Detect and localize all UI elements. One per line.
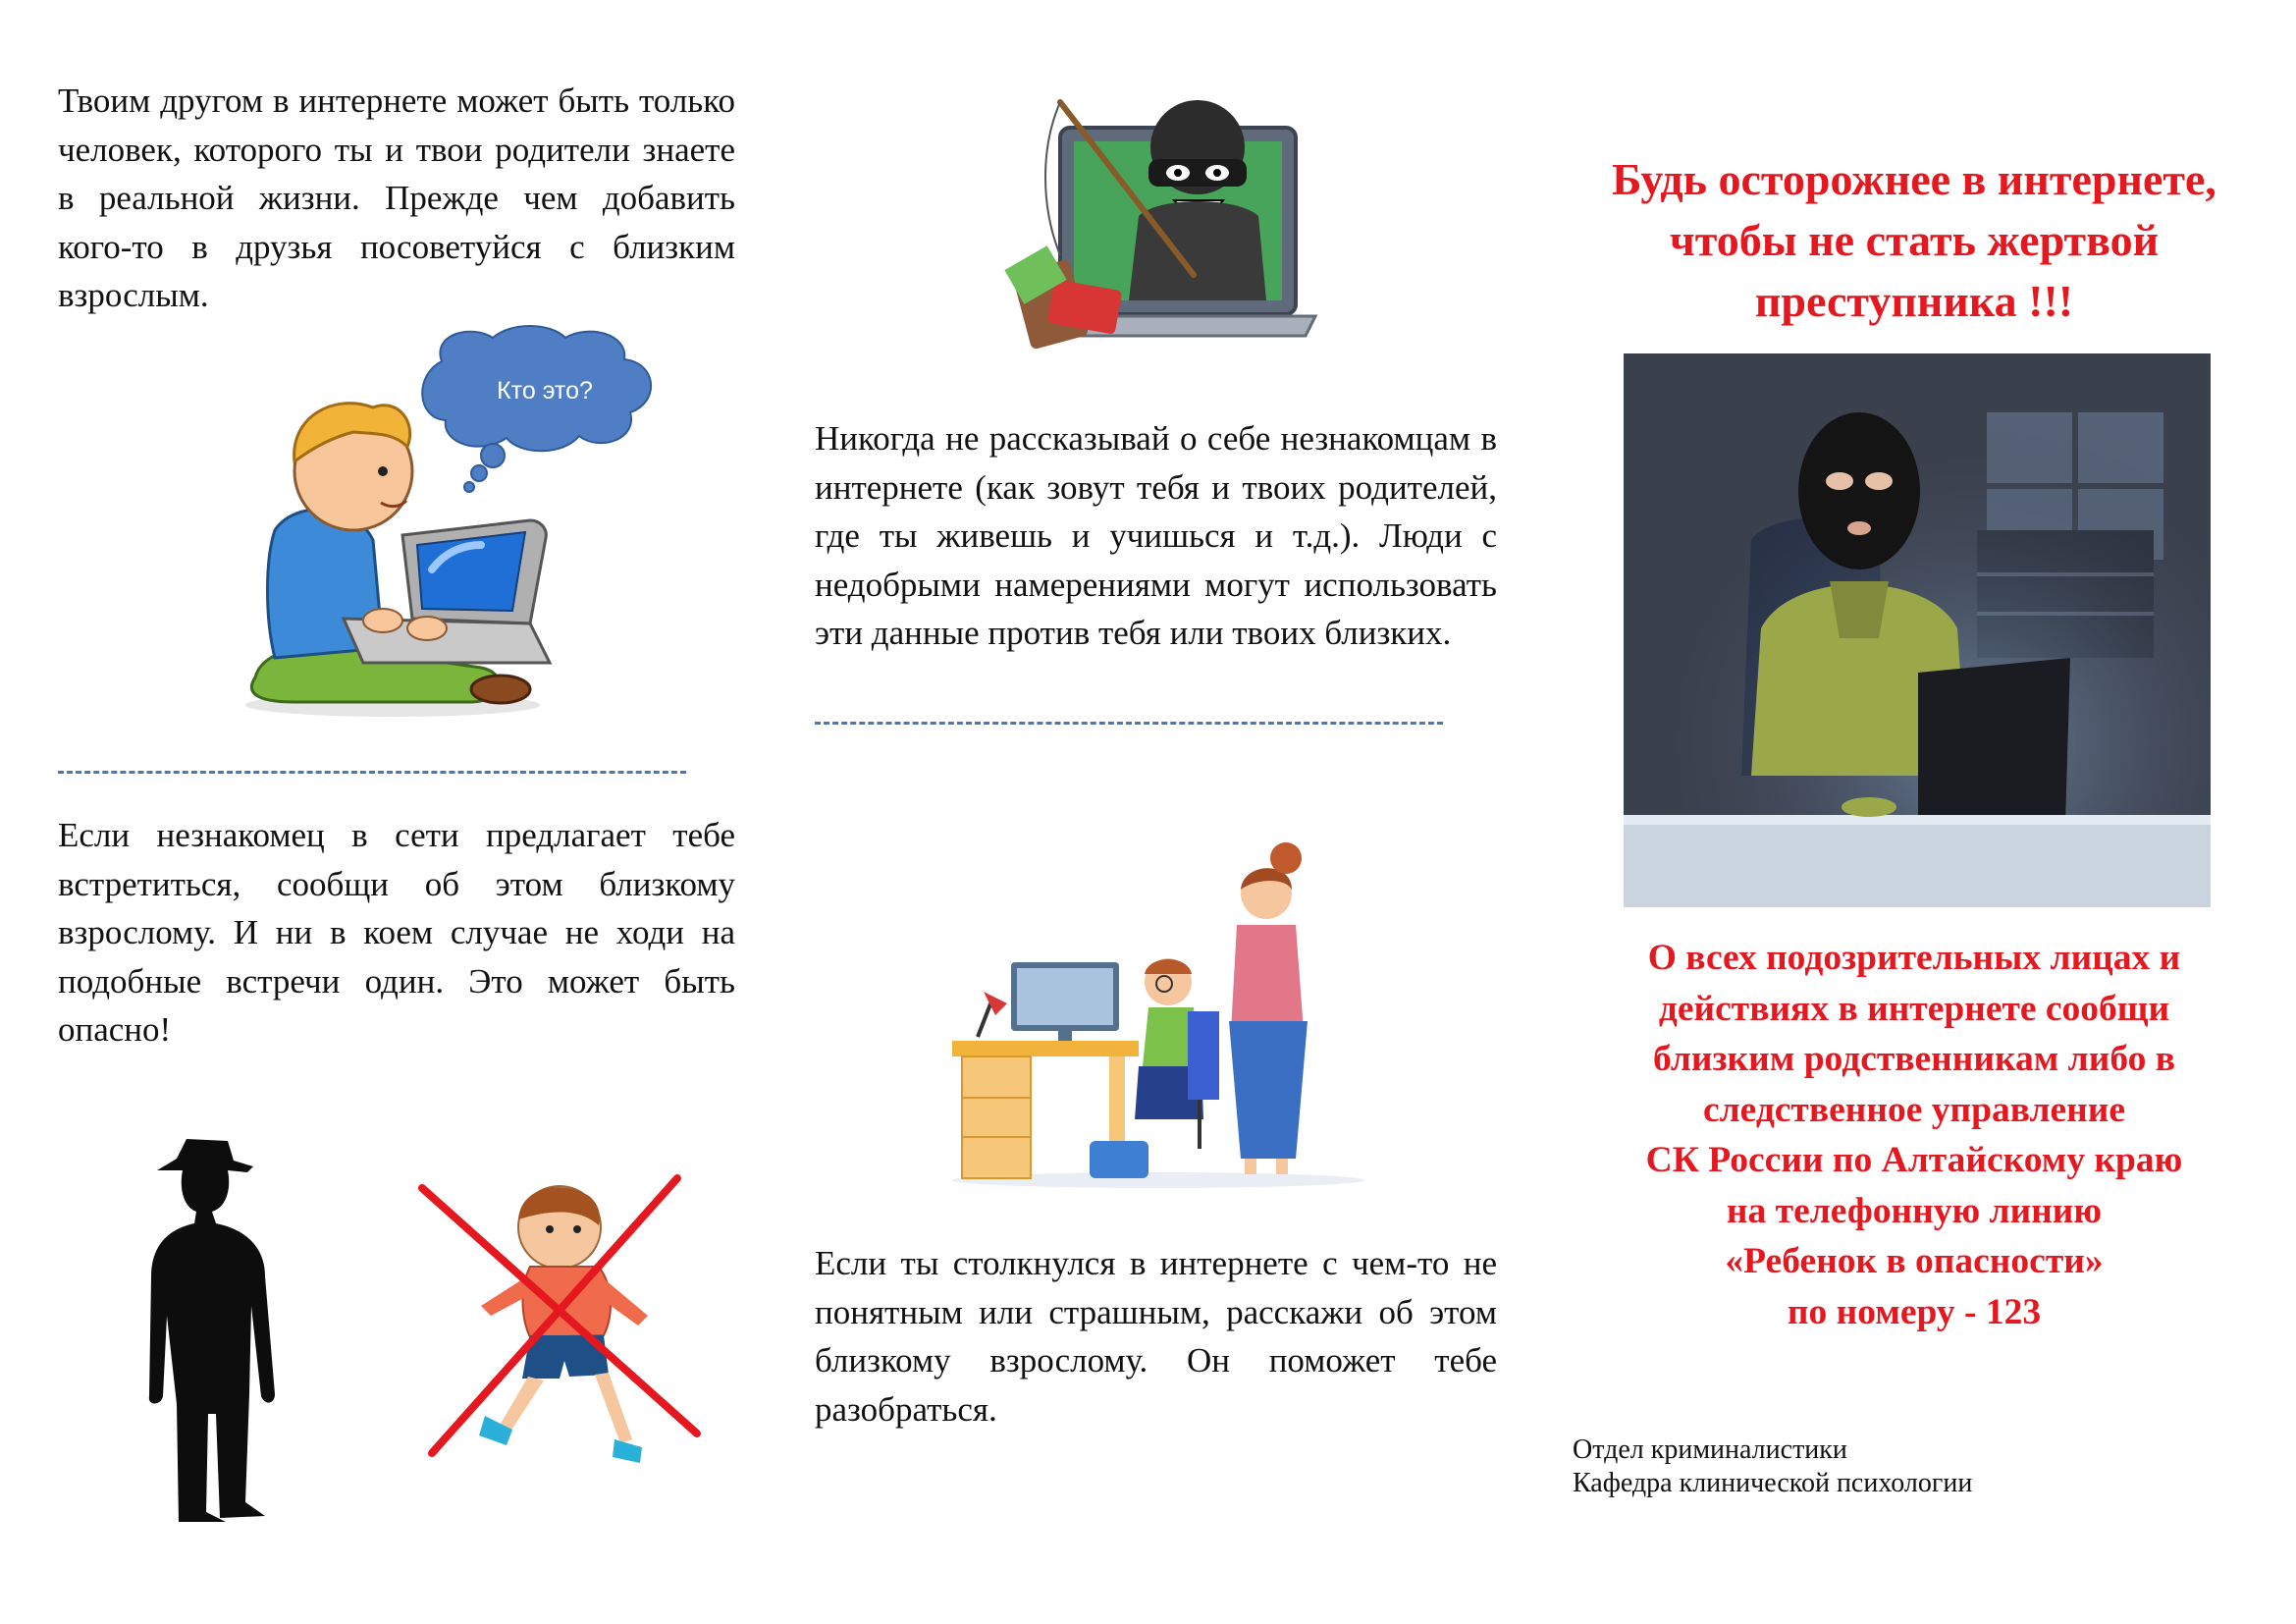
report-info-line: следственное управление	[1702, 1089, 2125, 1130]
thief-laptop-illustration	[1001, 88, 1315, 373]
meeting-warning-text: Если незнакомец в сети предлагает тебе встретиться, сообщи об этом близкому взрослому. И ни в коем случае не ходи на подобные встречи один. Это может быть опасно!	[58, 816, 735, 1049]
mother-child-computer-illustration	[942, 835, 1384, 1188]
thought-bubble-text: Кто это?	[497, 377, 593, 405]
section-divider	[815, 722, 1443, 725]
main-headline: Будь осторожнее в интернете, чтобы не стать жертвой преступника !!!	[1612, 154, 2216, 326]
crossed-boy-illustration	[412, 1168, 707, 1492]
stranger-silhouette	[118, 1139, 294, 1522]
credit-line: Кафедра клинической психологии	[1573, 1468, 1973, 1498]
boy-laptop-illustration	[236, 324, 707, 717]
hotline-number: по номеру - 123	[1787, 1291, 2042, 1332]
scary-content-advice-text: Если ты столкнулся в интернете с чем-то не понятным или страшным, расскажи об этом близкому взрослому. Он поможет тебе разобраться.	[815, 1244, 1497, 1429]
personal-info-warning-text: Никогда не рассказывай о себе незнакомцам в интернете (как зовут тебя и твоих родителей, где ты живешь и учишься и т.д.). Люди с недобрыми намерениями могут использовать эти данные против тебя или твоих близких.	[815, 419, 1497, 652]
credit-line: Отдел криминалистики	[1573, 1435, 1847, 1465]
report-info-line: СК России по Алтайскому краю	[1645, 1140, 2183, 1180]
report-info-block	[1571, 933, 2258, 1337]
report-info-line: близким родственникам либо в	[1653, 1039, 2175, 1079]
credits-block	[1573, 1434, 2260, 1500]
report-info-line: О всех подозрительных лицах и	[1647, 938, 2181, 978]
section-divider	[58, 771, 686, 774]
hotline-name: «Ребенок в опасности»	[1725, 1241, 2104, 1281]
masked-hacker-photo	[1624, 353, 2211, 907]
friend-advice-text: Твоим другом в интернете может быть только человек, которого ты и твои родители знаете в реальной жизни. Прежде чем добавить кого-то в друзья посоветуйся с близким взрослым.	[58, 81, 735, 314]
report-info-line: действиях в интернете сообщи	[1658, 988, 2170, 1029]
report-info-line: на телефонную линию	[1726, 1190, 2103, 1231]
